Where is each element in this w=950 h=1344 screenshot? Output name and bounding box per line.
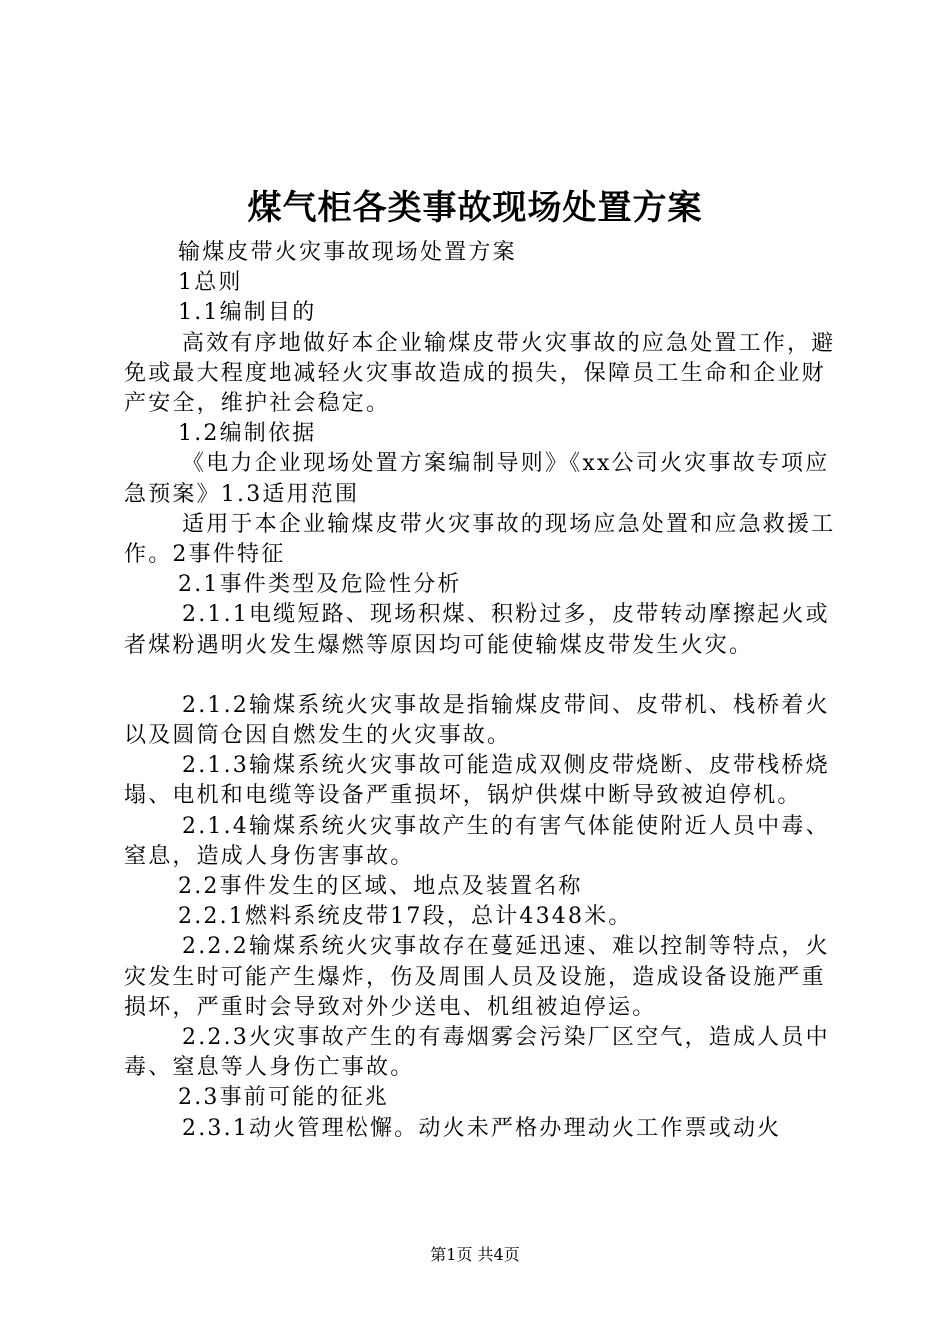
paragraph: 2.1.3输煤系统火灾事故可能造成双侧皮带烧断、皮带栈桥烧塌、电机和电缆等设备严重损坏，锅炉供煤中断导致被迫停机。 [124,753,830,809]
paragraph: 适用于本企业输煤皮带火灾事故的现场应急处置和应急救援工作。2事件特征 [124,511,836,568]
subsection-heading: 2.1事件类型及危险性分析 [178,572,462,598]
section-heading: 1总则 [178,270,243,296]
paragraph: 2.3.1动火管理松懈。动火未严格办理动火工作票或动火 [182,1115,782,1141]
document-title: 煤气柜各类事故现场处置方案 [247,188,703,228]
subsection-heading: 2.3事前可能的征兆 [178,1085,389,1111]
paragraph: 2.1.4输煤系统火灾事故产生的有害气体能使附近人员中毒、窒息，造成人身伤害事故。 [124,813,830,869]
subsection-heading: 2.2事件发生的区域、地点及装置名称 [178,874,583,900]
paragraph: 2.1.1电缆短路、现场积煤、积粉过多，皮带转动摩擦起火或者煤粉遇明火发生爆燃等原因均可能使输煤皮带发生火灾。 [124,602,830,658]
paragraph: 2.2.3火灾事故产生的有毒烟雾会污染厂区空气，造成人员中毒、窒息等人身伤亡事故。 [124,1025,830,1081]
subsection-heading: 1.2编制依据 [178,421,317,447]
paragraph-heading: 输煤皮带火灾事故现场处置方案 [178,240,517,265]
paragraph-spacer [124,661,836,691]
document-body [124,238,836,1144]
paragraph: 《电力企业现场处置方案编制导则》《xx公司火灾事故专项应急预案》1.3适用范围 [124,451,830,507]
paragraph: 2.2.1燃料系统皮带17段，总计4348米。 [178,904,633,930]
page-footer: 第1页 共4页 [430,1245,520,1264]
paragraph: 2.1.2输煤系统火灾事故是指输煤皮带间、皮带机、栈桥着火以及圆筒仓因自燃发生的火灾事故。 [124,692,830,749]
paragraph: 高效有序地做好本企业输煤皮带火灾事故的应急处置工作，避免或最大程度地减轻火灾事故造成的损失，保障员工生命和企业财产安全，维护社会稳定。 [124,330,836,417]
paragraph: 2.2.2输煤系统火灾事故存在蔓延迅速、难以控制等特点，火灾发生时可能产生爆炸，伤及周围人员及设施，造成设备设施严重损坏，严重时会导致对外少送电、机组被迫停运。 [124,934,830,1020]
subsection-heading: 1.1编制目的 [178,300,317,326]
